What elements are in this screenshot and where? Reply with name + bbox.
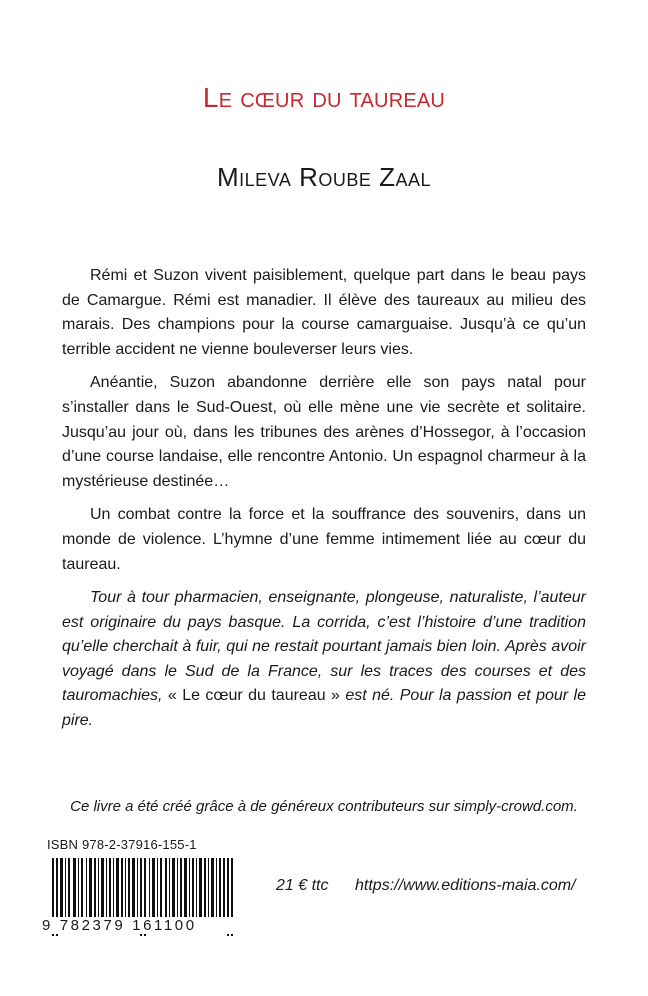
- isbn-label: ISBN 978-2-37916-155-1: [47, 837, 197, 852]
- bio-text-after: est né. Pour la passion et pour le pire.: [62, 687, 587, 729]
- author-bio: [62, 586, 586, 734]
- publisher-website: https://www.editions-maia.com/: [355, 877, 576, 894]
- price: 21 € ttc: [276, 877, 329, 894]
- barcode-digits: 9 782379 161100: [40, 917, 254, 934]
- synopsis: [62, 264, 586, 586]
- synopsis-paragraph: Rémi et Suzon vivent paisiblement, quelque part dans le beau pays de Camargue. Rémi est manadier. Il élève des taureaux au milieu des marais. Des champions pour la course camarguaise. Jusqu’à ce qu’un terrible accident ne vienne bouleverser leurs vies.: [62, 267, 586, 358]
- synopsis-paragraph: Un combat contre la force et la souffrance des souvenirs, dans un monde de violence. L’hymne d’une femme intimement liée au cœur du taureau.: [62, 506, 586, 573]
- bio-text-before: Tour à tour pharmacien, enseignante, plongeuse, naturaliste, l’auteur est originaire du pays basque. La corrida, c’est l’histoire d’une tradition qu’elle cherchait à fuir, qui ne restait pourtant jamais bien loin. Après avoir voyagé dans le Sud de la France, sur les traces des courses et des tauromachies,: [62, 589, 586, 705]
- book-author: Mileva Roube Zaal: [217, 162, 431, 192]
- author-bio-paragraph: [62, 586, 586, 734]
- bio-quoted-title: « Le cœur du taureau »: [167, 687, 340, 705]
- book-title: Le cœur du taureau: [202, 82, 446, 113]
- synopsis-paragraph: Anéantie, Suzon abandonne derrière elle son pays natal pour s’installer dans le Sud-Ouest, où elle mène une vie secrète et solitaire. Jusqu’au jour où, dans les tribunes des arènes d’Hossegor, à l’occasion d’une course landaise, elle rencontre Antonio. Un espagnol charmeur à la mystérieuse destinée…: [62, 374, 586, 490]
- crowdfunding-credit: Ce livre a été créé grâce à de généreux contributeurs sur simply-crowd.com.: [70, 798, 578, 815]
